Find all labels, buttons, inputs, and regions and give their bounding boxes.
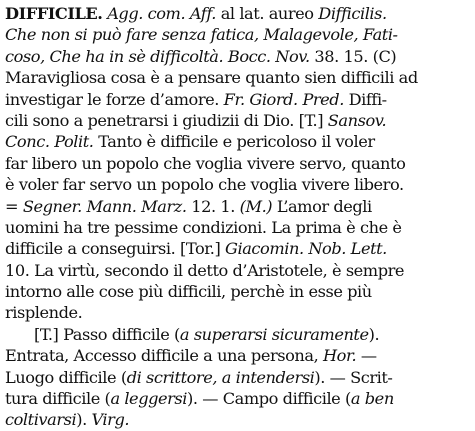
text-run: a ben: [350, 389, 394, 409]
text-run: ).: [76, 410, 92, 430]
dictionary-entry: [5, 3, 470, 431]
entry-line: [5, 24, 470, 45]
text-run: risplende.: [5, 303, 83, 323]
text-run: 10. La virtù, secondo il detto d’Aristotele, è sempre: [5, 260, 405, 280]
text-run: Maravigliosa cosa è a pensare quanto sien difficili ad: [5, 68, 418, 88]
text-run: al lat. aureo: [216, 4, 319, 23]
entry-line: [5, 238, 470, 259]
entry-line: [5, 3, 470, 24]
text-run: Diffi-: [343, 89, 387, 109]
text-run: Difficilis.: [318, 4, 387, 23]
entry-line: [5, 260, 470, 281]
entry-line: [5, 324, 470, 345]
text-run: Tanto è difficile e pericoloso il voler: [93, 132, 375, 152]
text-run: a leggersi: [110, 389, 188, 409]
text-run: ). — Scrit-: [314, 367, 393, 387]
text-run: difficile a conseguirsi. [Tor.]: [5, 239, 226, 259]
text-run: è voler far servo un popolo che voglia vivere libero.: [5, 175, 404, 195]
entry-line: [5, 196, 470, 217]
text-run: a superarsi sicuramente: [179, 324, 369, 344]
text-run: Luogo difficile (: [5, 367, 127, 387]
entry-line: [5, 409, 470, 430]
entry-line: [5, 302, 470, 323]
entry-line: [5, 110, 470, 131]
text-run: Entrata, Accesso difficile a una persona,: [5, 346, 323, 366]
text-run: 38. 15. (C): [309, 46, 397, 66]
text-run: —: [356, 346, 377, 366]
text-run: L’amor degli: [272, 196, 372, 216]
text-run: (M.): [239, 196, 273, 216]
entry-line: [5, 89, 470, 110]
text-run: Agg. com. Aff.: [107, 4, 217, 23]
text-run: Giacomin. Nob. Lett.: [225, 239, 387, 259]
text-run: far libero un popolo che voglia vivere servo, quanto: [5, 153, 406, 173]
entry-line: [5, 153, 470, 174]
entry-line: [5, 67, 470, 88]
entry-line: [5, 131, 470, 152]
entry-line: [5, 174, 470, 195]
text-run: cili sono a penetrarsi i giudizii di Dio. [T.]: [5, 110, 328, 130]
text-run: coltivarsi: [5, 410, 77, 430]
text-run: Hor.: [322, 346, 357, 366]
text-run: Che non si può fare senza fatica, Malagevole, Fati-: [5, 25, 398, 45]
entry-line: [5, 281, 470, 302]
text-run: di scrittore, a intendersi: [126, 367, 315, 387]
text-run: Fr. Giord. Pred.: [223, 89, 344, 109]
entry-line: [5, 217, 470, 238]
text-run: DIFFICILE.: [5, 4, 103, 23]
text-run: uomini ha tre pessime condizioni. La prima è che è: [5, 217, 402, 237]
text-run: [T.] Passo difficile (: [34, 324, 180, 344]
text-run: Conc. Polit.: [5, 132, 94, 152]
text-run: tura difficile (: [5, 389, 111, 409]
entry-line: [5, 345, 470, 366]
text-run: ). — Campo difficile (: [187, 389, 351, 409]
text-run: =: [5, 196, 23, 216]
text-run: Virg.: [91, 410, 130, 430]
text-run: intorno alle cose più difficili, perchè in esse più: [5, 282, 372, 302]
text-run: Segner. Mann. Marz.: [22, 196, 187, 216]
text-run: 12. 1.: [186, 196, 240, 216]
entry-line: [5, 388, 470, 409]
text-run: ).: [368, 324, 380, 344]
entry-line: [5, 367, 470, 388]
text-run: investigar le forze d’amore.: [5, 89, 224, 109]
text-run: coso, Che ha in sè difficoltà. Bocc. Nov.: [5, 46, 310, 66]
entry-line: [5, 46, 470, 67]
text-run: Sansov.: [327, 110, 387, 130]
